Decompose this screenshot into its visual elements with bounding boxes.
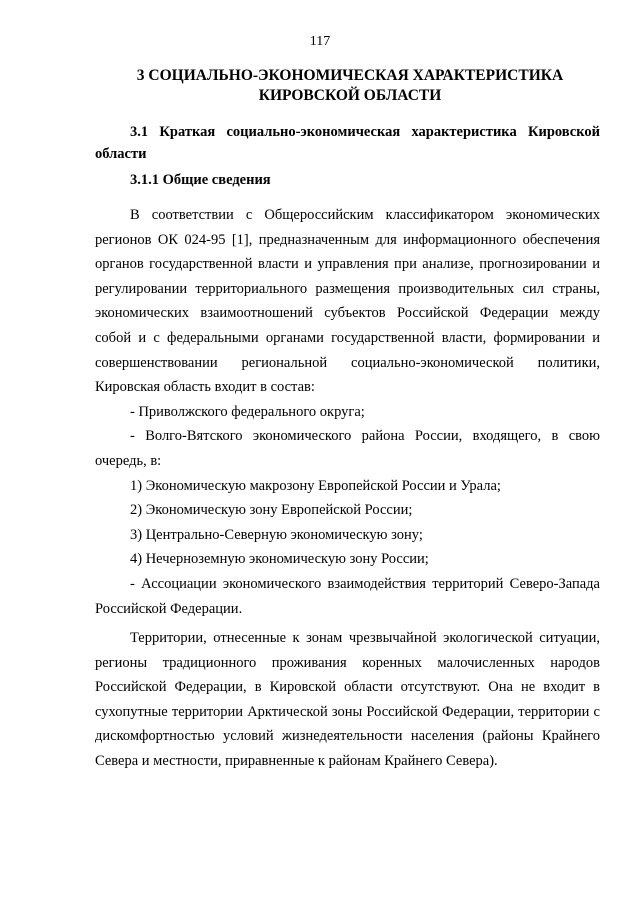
section-title-line-1: 3.1 Краткая социально-экономическая характеристика Кировской [130,124,600,140]
subsection-title: 3.1.1 Общие сведения [130,172,271,188]
section-title [95,121,600,165]
chapter-title [95,66,605,106]
list-item-economic-region: - Волго-Вятского экономического района России, входящего, в свою очередь, в: [95,428,600,469]
page-number: 117 [309,34,331,49]
list-item-non-chernozem-zone: 4) Нечерноземную экономическую зону России; [130,551,429,568]
list-item-northwest-association: - Ассоциации экономического взаимодействия территорий Северо-Запада Российской Федерации. [95,575,600,617]
list-item-macrozone: 1) Экономическую макрозону Европейской России и Урала; [130,477,501,494]
list-item-federal-district: - Приволжского федерального округа; [130,403,365,420]
list-item-central-north-zone: 3) Центрально-Северную экономическую зону; [130,526,423,543]
chapter-title-line-1: 3 СОЦИАЛЬНО-ЭКОНОМИЧЕСКАЯ ХАРАКТЕРИСТИКА [136,67,564,84]
paragraph-territories: Территории, отнесенные к зонам чрезвычайной экологической ситуации, регионы традиционного проживания коренных малочисленных народов Российской Федерации, в Кировской области отсутствуют. Она не входит в сухопутные территории Арктической зоны Российской Федерации, территории с дискомфортностью условий жизнедеятельности населения (районы Крайнего Севера и местности, приравненные к районам Крайнего Севера). [95,630,600,770]
paragraph-classification: В соответствии с Общероссийским классификатором экономических регионов ОК 024-95 [1], предназначенным для информационного обеспечения органов государственной власти и управления при анализе, прогнозировании и регулировании территориального размещения производительных сил страны, экономических взаимоотношений субъектов Российской Федерации между собой и с федеральными органами государственной власти, формировании и совершенствовании региональной социально-экономической политики, Кировская область входит в состав: [95,207,600,396]
chapter-title-line-2: КИРОВСКОЙ ОБЛАСТИ [258,87,442,104]
section-title-line-2: области [95,146,147,162]
body-text [95,203,600,774]
list-item-european-zone: 2) Экономическую зону Европейской России; [130,502,413,519]
